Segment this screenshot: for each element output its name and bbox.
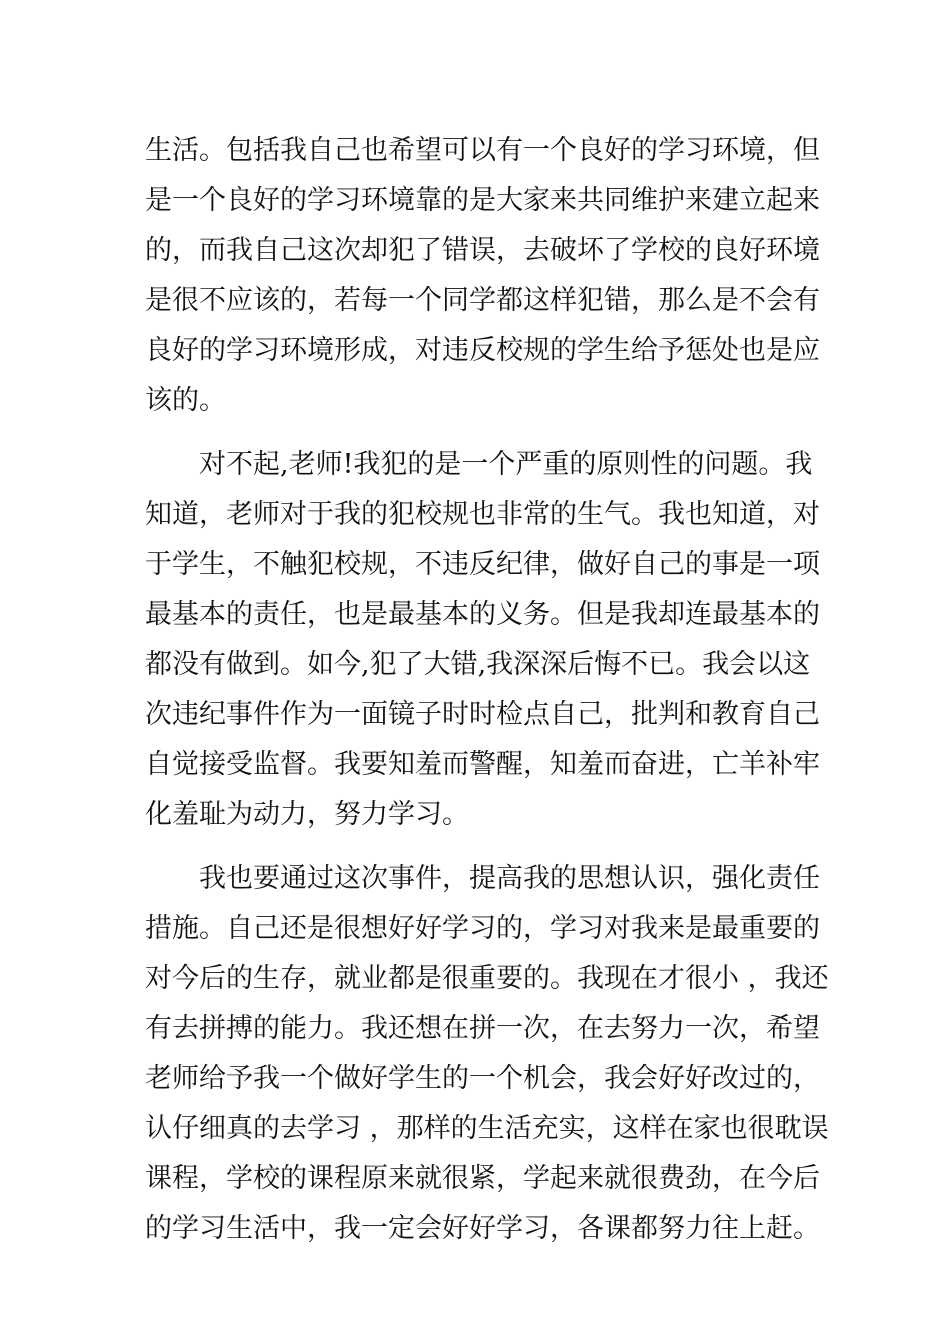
text-line: 都没有做到。如今,犯了大错,我深深后悔不已。我会以这 bbox=[145, 649, 811, 680]
text-line: 措施。自己还是很想好好学习的，学习对我来是最重要的 bbox=[145, 913, 820, 944]
text-line: 认仔细真的去学习 ，那样的生活充实，这样在家也很耽误 bbox=[145, 1113, 829, 1144]
text-line: 次违纪事件作为一面镜子时时检点自己，批判和教育自己 bbox=[145, 699, 820, 730]
text-line: 有去拼搏的能力。我还想在拼一次，在去努力一次，希望 bbox=[145, 1013, 820, 1044]
paragraph-2 bbox=[145, 440, 820, 840]
text-line: 于学生，不触犯校规，不违反纪律，做好自己的事是一项 bbox=[145, 549, 820, 580]
text-line: 我也要通过这次事件，提高我的思想认识，强化责任 bbox=[145, 863, 820, 894]
text-line: 良好的学习环境形成，对违反校规的学生给予惩处也是应 bbox=[145, 335, 820, 366]
text-line: 对今后的生存，就业都是很重要的。我现在才很小 ，我还 bbox=[145, 963, 829, 994]
text-line: 的学习生活中，我一定会好好学习，各课都努力往上赶。 bbox=[145, 1213, 820, 1244]
text-line: 生活。包括我自己也希望可以有一个良好的学习环境，但 bbox=[145, 135, 820, 166]
text-line: 最基本的责任，也是最基本的义务。但是我却连最基本的 bbox=[145, 599, 820, 630]
text-line: 是很不应该的，若每一个同学都这样犯错，那么是不会有 bbox=[145, 285, 820, 316]
document-body bbox=[145, 126, 829, 1254]
text-line: 对不起,老师!我犯的是一个严重的原则性的问题。我 bbox=[145, 449, 813, 480]
text-line: 老师给予我一个做好学生的一个机会，我会好好改过的， bbox=[145, 1063, 820, 1094]
text-line: 知道，老师对于我的犯校规也非常的生气。我也知道，对 bbox=[145, 499, 820, 530]
text-line: 化羞耻为动力，努力学习。 bbox=[145, 799, 469, 830]
text-line: 该的。 bbox=[145, 385, 226, 416]
text-line: 自觉接受监督。我要知羞而警醒，知羞而奋进，亡羊补牢 bbox=[145, 749, 820, 780]
text-line: 的，而我自己这次却犯了错误，去破坏了学校的良好环境 bbox=[145, 235, 820, 266]
paragraph-3 bbox=[145, 854, 829, 1254]
text-line: 课程，学校的课程原来就很紧，学起来就很费劲，在今后 bbox=[145, 1163, 820, 1194]
text-line: 是一个良好的学习环境靠的是大家来共同维护来建立起来 bbox=[145, 185, 820, 216]
paragraph-1 bbox=[145, 126, 820, 426]
